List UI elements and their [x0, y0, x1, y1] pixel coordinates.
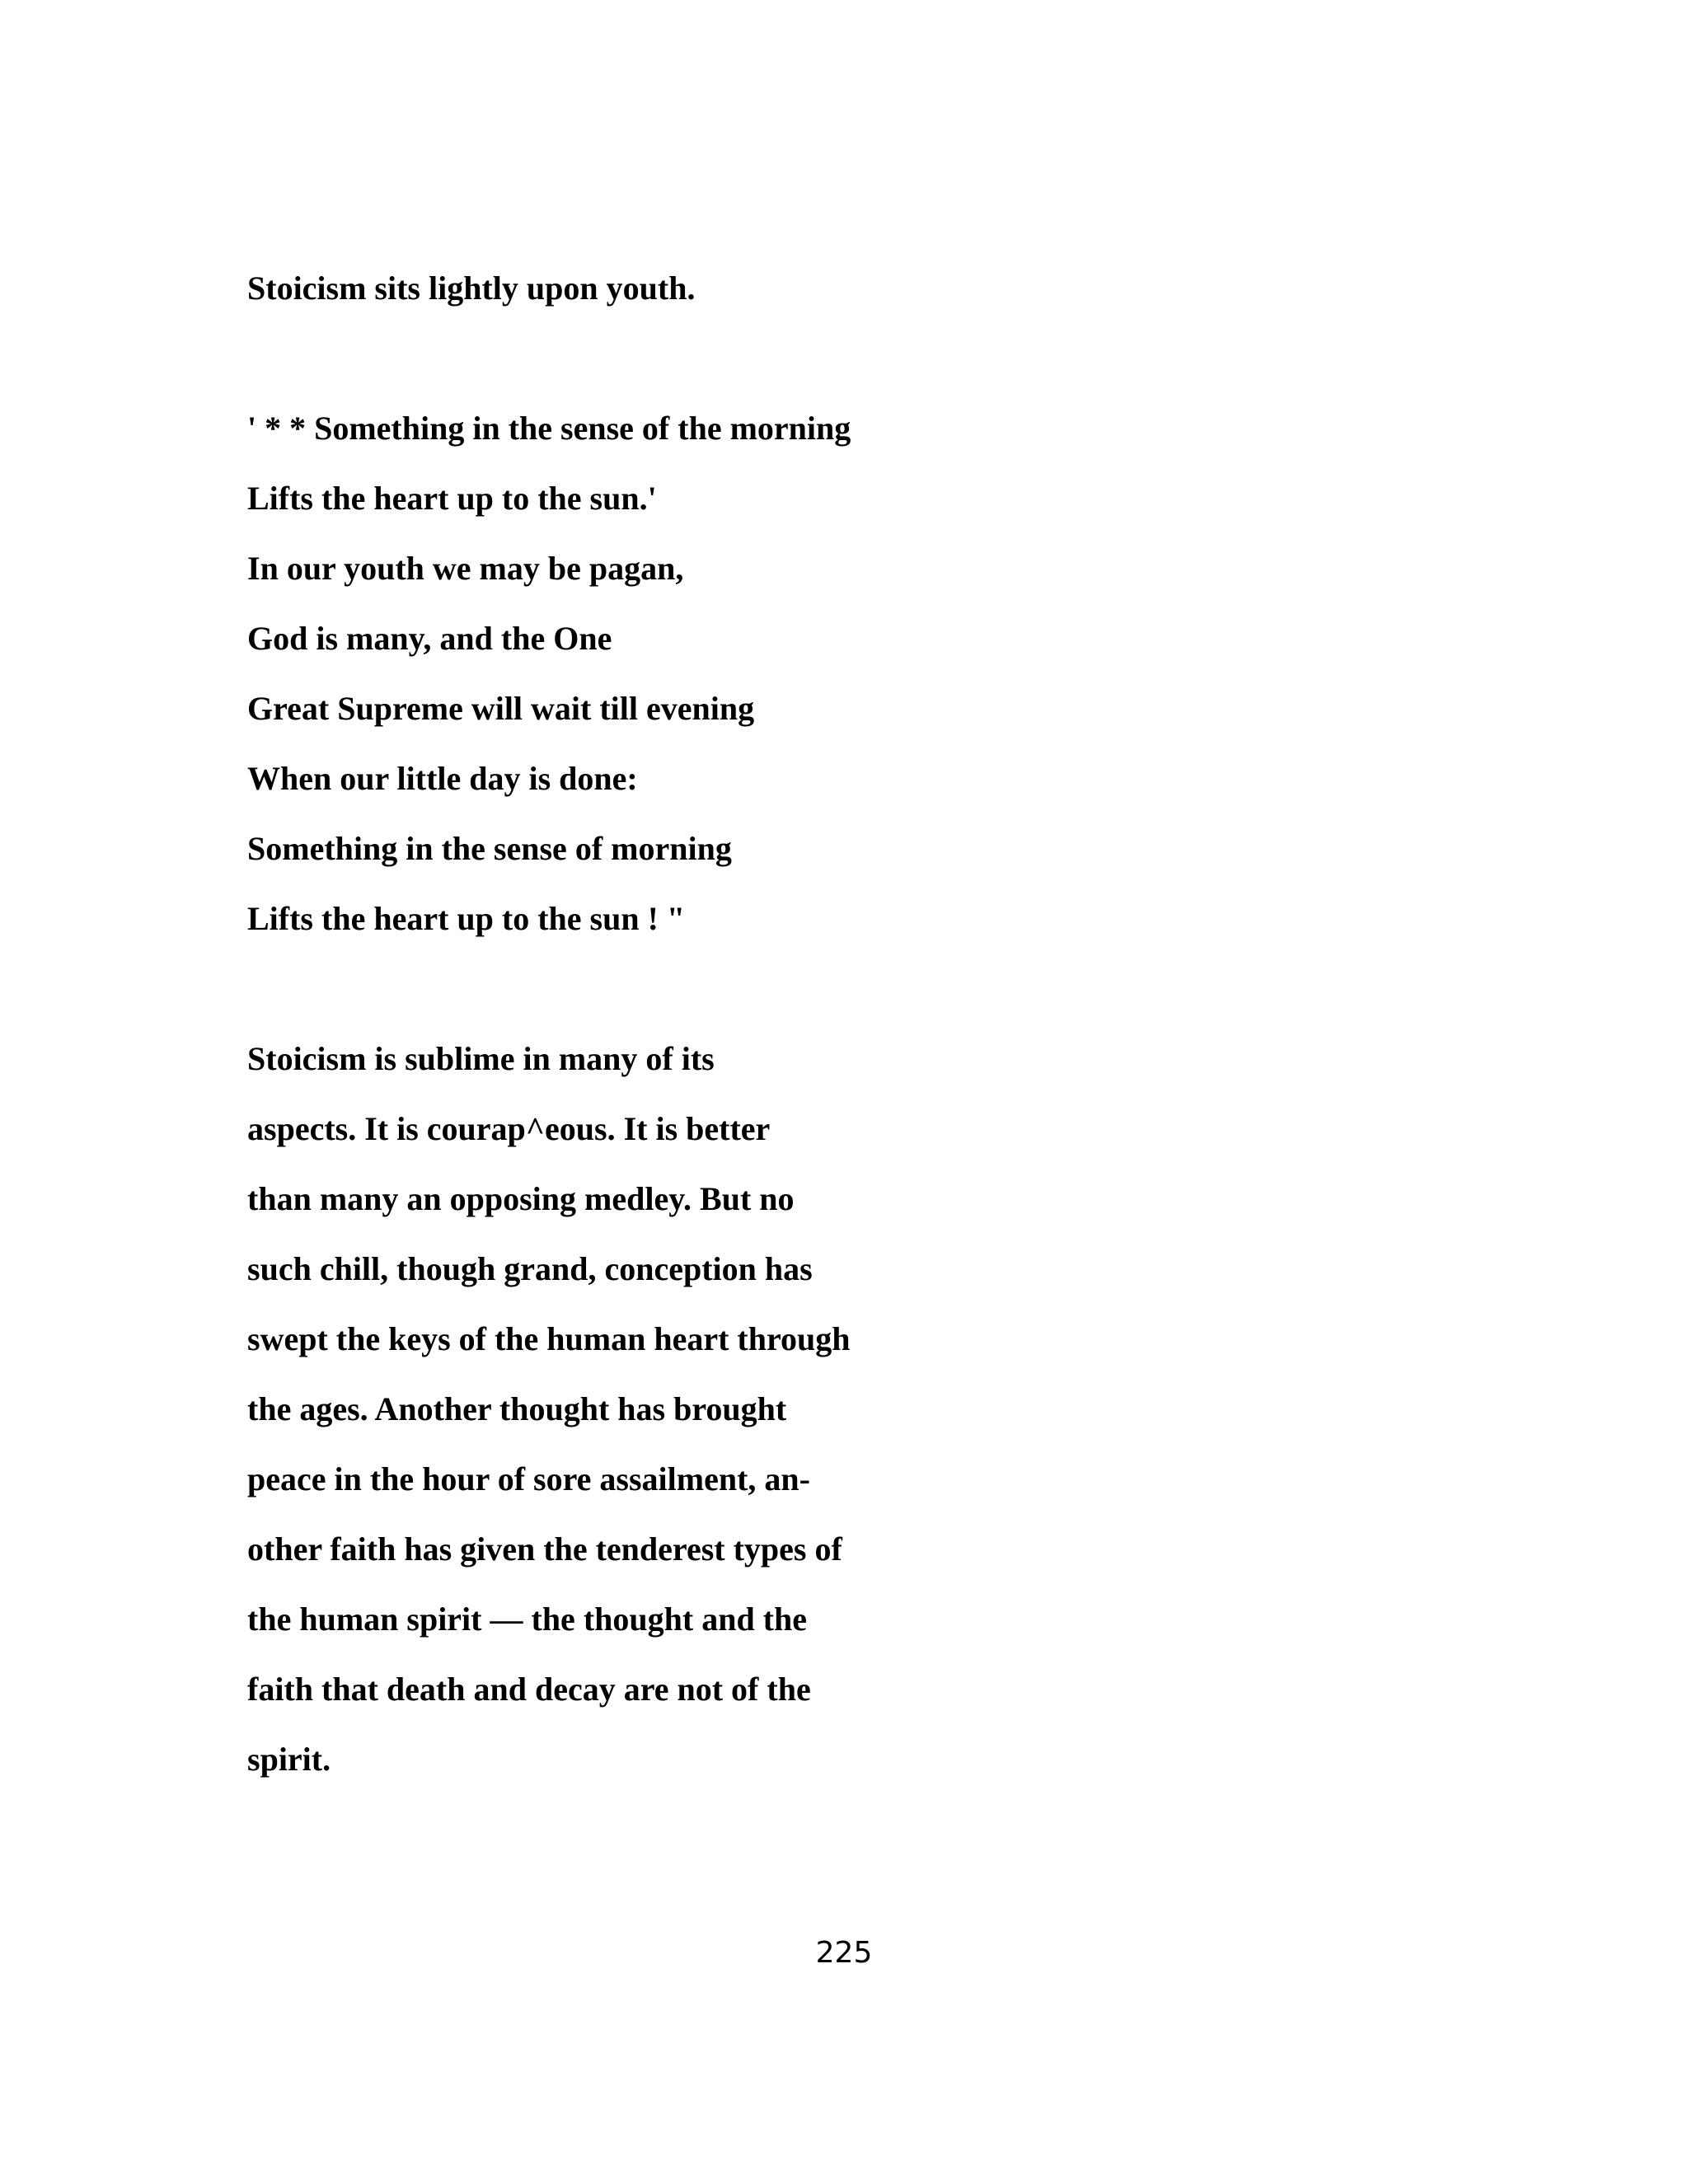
text-line: faith that death and decay are not of the: [247, 1671, 811, 1708]
text-line: spirit.: [247, 1741, 331, 1778]
text-line: peace in the hour of sore assailment, an-: [247, 1460, 810, 1497]
verse-line: ' * * Something in the sense of the morning: [247, 410, 851, 447]
text-line: swept the keys of the human heart through: [247, 1320, 851, 1357]
text-line: aspects. It is courap^eous. It is better: [247, 1110, 771, 1147]
text-line: such chill, though grand, conception has: [247, 1250, 813, 1287]
verse-line: In our youth we may be pagan,: [247, 550, 684, 587]
text-line: Stoicism sits lightly upon youth.: [247, 269, 696, 307]
text-line: Stoicism is sublime in many of its: [247, 1040, 715, 1077]
text-line: other faith has given the tenderest types of: [247, 1530, 842, 1568]
text-line: the human spirit — the thought and the: [247, 1601, 808, 1638]
verse-line: Lifts the heart up to the sun.': [247, 480, 657, 517]
verse-line: God is many, and the One: [247, 620, 612, 657]
verse-line: Something in the sense of morning: [247, 830, 732, 867]
text-line: than many an opposing medley. But no: [247, 1180, 795, 1217]
text-line: the ages. Another thought has brought: [247, 1390, 787, 1427]
verse-line: Great Supreme will wait till evening: [247, 690, 755, 727]
verse-line: Lifts the heart up to the sun ! ": [247, 900, 686, 937]
page-number: 225: [815, 1936, 873, 1970]
verse-line: When our little day is done:: [247, 760, 638, 797]
